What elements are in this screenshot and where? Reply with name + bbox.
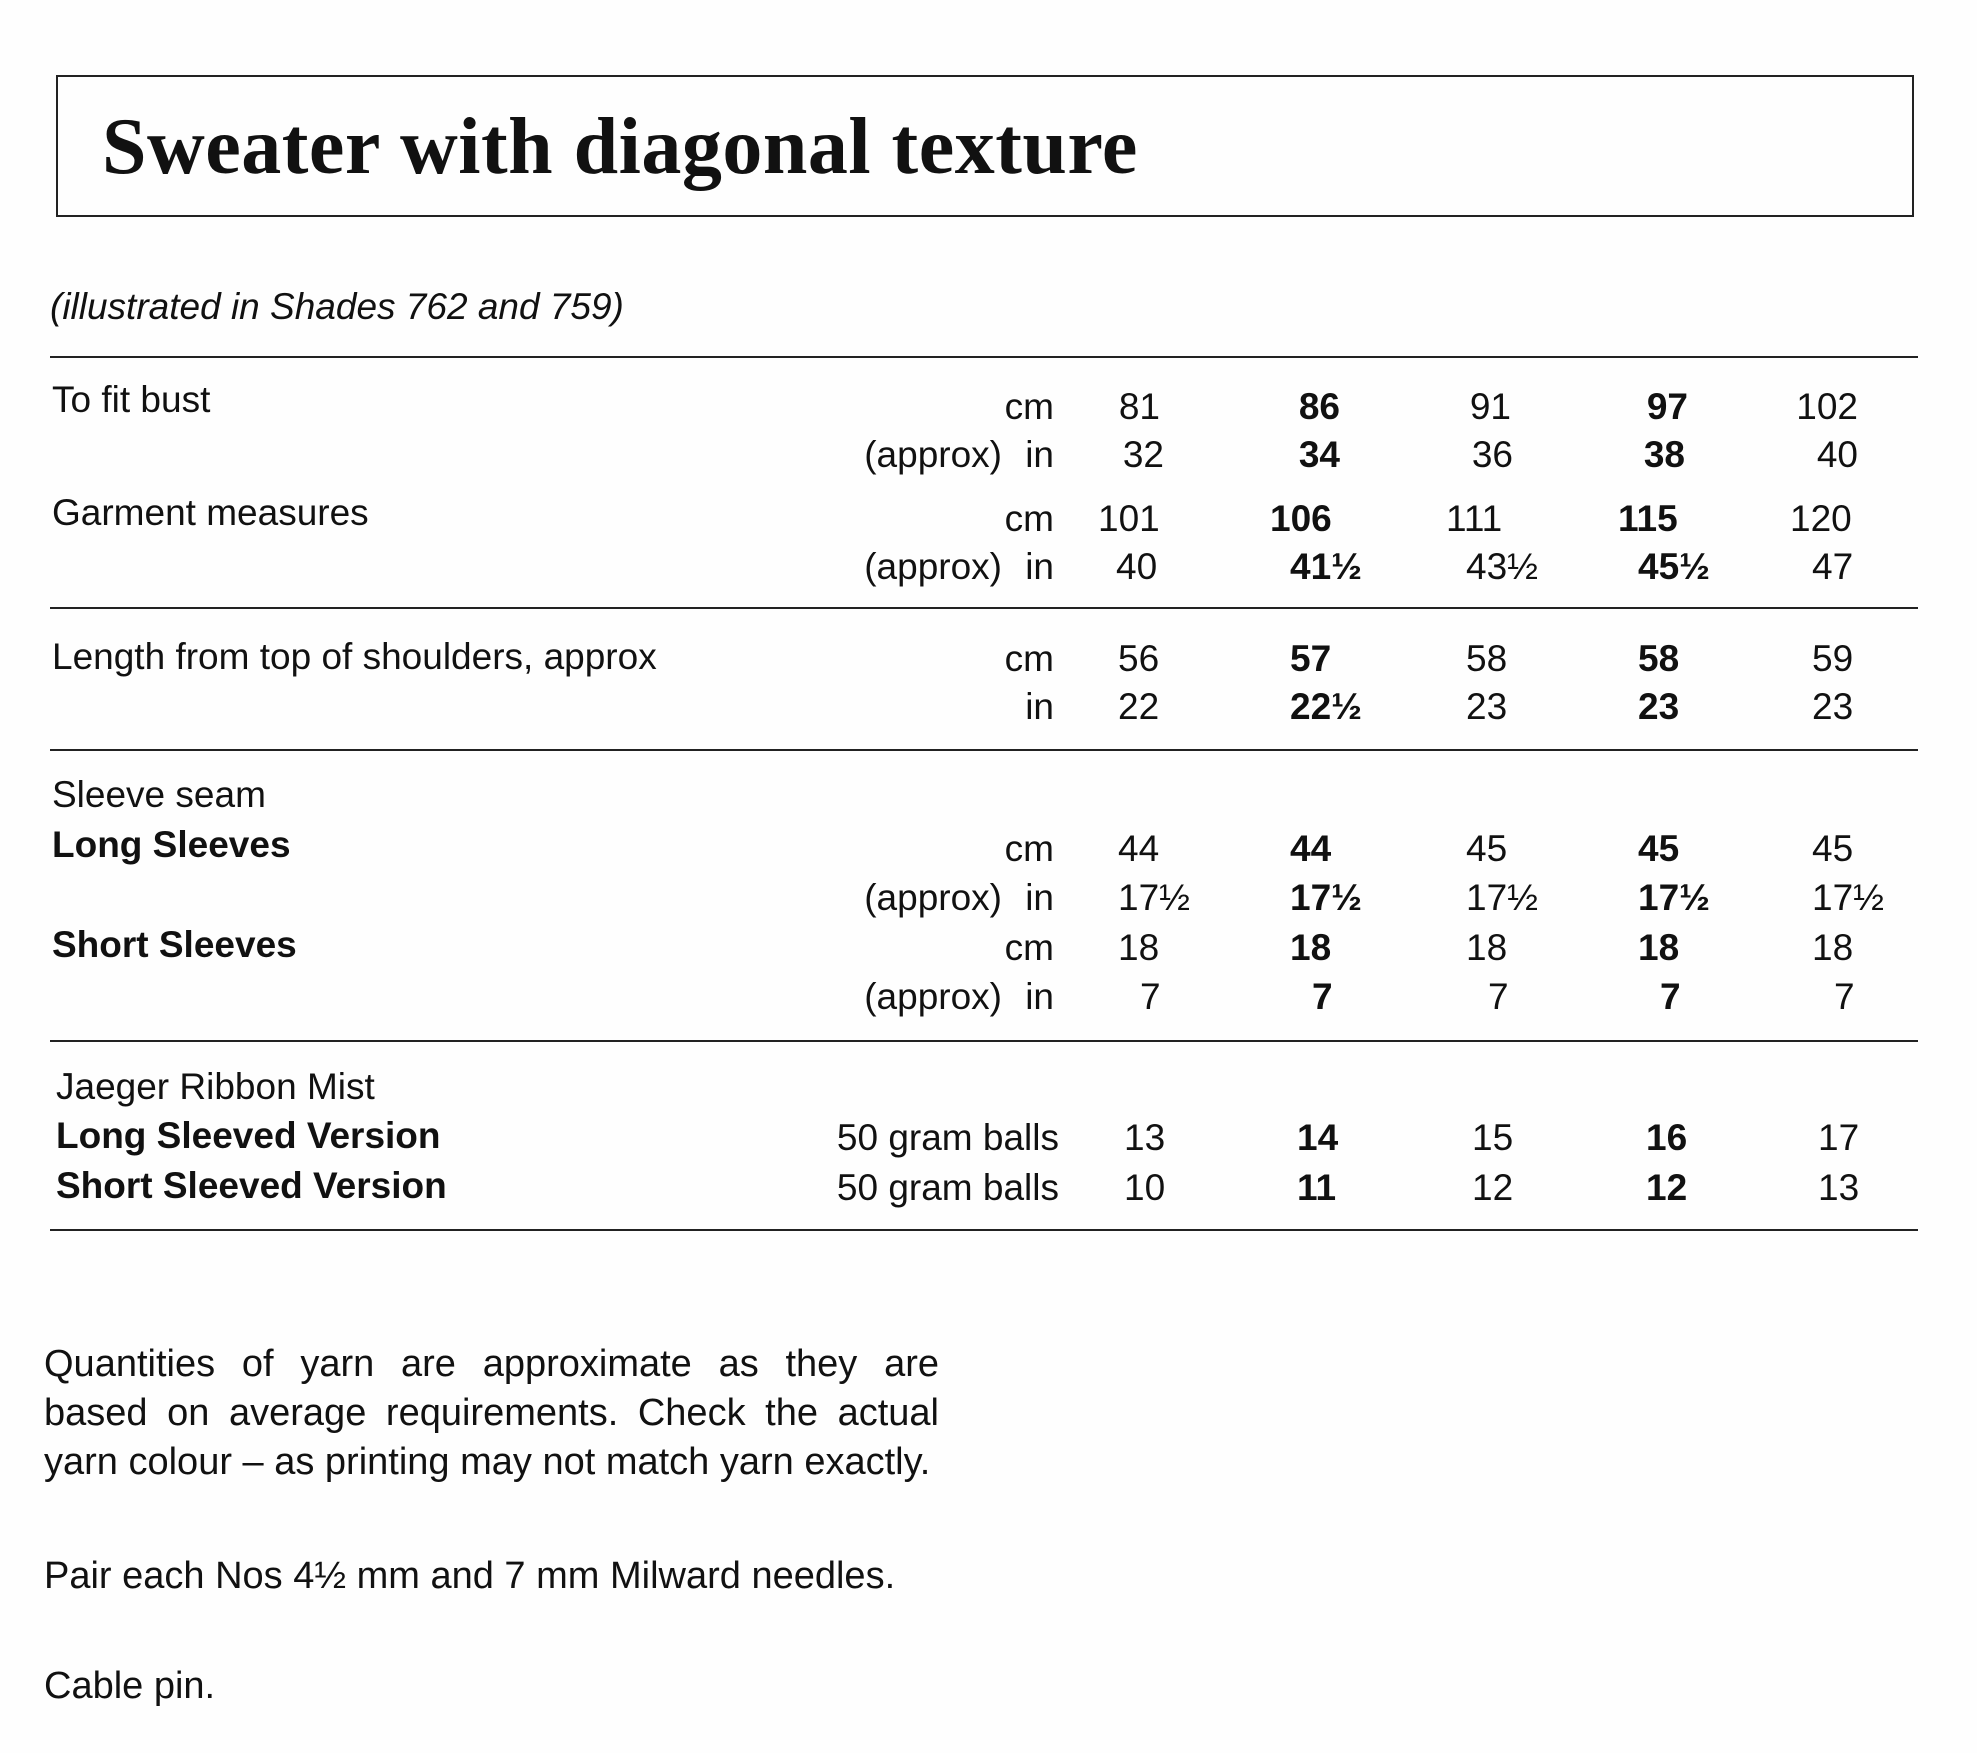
value-cell: 45 xyxy=(1812,828,1854,869)
value-cell: 86 xyxy=(1298,386,1340,427)
value-cell: 16 xyxy=(1646,1117,1688,1158)
value-cell: 7 xyxy=(1834,976,1855,1017)
divider xyxy=(50,356,1918,358)
yarn-label: Jaeger Ribbon Mist xyxy=(56,1066,375,1107)
value-cell: 17½ xyxy=(1466,877,1539,918)
value-cell: 44 xyxy=(1118,828,1160,869)
value-cell: 18 xyxy=(1638,927,1680,968)
value-cell: 17 xyxy=(1818,1117,1860,1158)
unit-label: in xyxy=(1025,976,1054,1017)
unit-label: 50 gram balls xyxy=(836,1117,1059,1158)
value-cell: 120 xyxy=(1790,498,1852,539)
value-cell: 111 xyxy=(1446,498,1503,539)
value-cell: 41½ xyxy=(1290,546,1363,587)
value-cell: 13 xyxy=(1818,1167,1860,1208)
unit-label: cm xyxy=(1004,828,1054,869)
value-cell: 17½ xyxy=(1118,877,1191,918)
value-cell: 17½ xyxy=(1290,877,1363,918)
value-cell: 10 xyxy=(1124,1167,1166,1208)
divider xyxy=(50,749,1918,751)
value-cell: 44 xyxy=(1290,828,1332,869)
value-cell: 47 xyxy=(1812,546,1854,587)
value-cell: 18 xyxy=(1812,927,1854,968)
unit-label: in xyxy=(1025,434,1054,475)
value-cell: 102 xyxy=(1796,386,1858,427)
prefix-label: (approx) xyxy=(864,976,1002,1017)
value-cell: 91 xyxy=(1469,386,1511,427)
title-box xyxy=(56,75,1914,217)
value-cell: 40 xyxy=(1816,434,1858,475)
value-cell: 58 xyxy=(1466,638,1508,679)
value-cell: 7 xyxy=(1312,976,1333,1017)
short-version-label: Short Sleeved Version xyxy=(56,1165,447,1206)
value-cell: 45 xyxy=(1638,828,1680,869)
value-cell: 45½ xyxy=(1638,546,1711,587)
unit-label: cm xyxy=(1004,498,1054,539)
unit-label: in xyxy=(1025,686,1054,727)
yarn-quantity-note: Quantities of yarn are approximate as they are based on average requirements. Check the actual yarn colour – as printing may not match yarn exactly. xyxy=(44,1343,939,1483)
value-cell: 17½ xyxy=(1638,877,1711,918)
unit-label: cm xyxy=(1004,638,1054,679)
value-cell: 11 xyxy=(1297,1167,1337,1208)
short-sleeves-label: Short Sleeves xyxy=(52,924,297,965)
value-cell: 97 xyxy=(1646,386,1688,427)
value-cell: 12 xyxy=(1472,1167,1514,1208)
unit-label: in xyxy=(1025,877,1054,918)
bust-label: To fit bust xyxy=(52,379,211,420)
value-cell: 12 xyxy=(1646,1167,1688,1208)
value-cell: 81 xyxy=(1118,386,1160,427)
value-cell: 18 xyxy=(1118,927,1160,968)
value-cell: 18 xyxy=(1466,927,1508,968)
unit-label: in xyxy=(1025,546,1054,587)
unit-label: cm xyxy=(1004,386,1054,427)
unit-label: cm xyxy=(1004,927,1054,968)
value-cell: 36 xyxy=(1471,434,1513,475)
unit-label: 50 gram balls xyxy=(836,1167,1059,1208)
value-cell: 17½ xyxy=(1812,877,1885,918)
value-cell: 23 xyxy=(1812,686,1854,727)
value-cell: 18 xyxy=(1290,927,1332,968)
divider xyxy=(50,607,1918,609)
needles-note: Pair each Nos 4½ mm and 7 mm Milward needles. xyxy=(44,1555,896,1597)
page-title: Sweater with diagonal texture xyxy=(102,103,1138,191)
prefix-label: (approx) xyxy=(864,546,1002,587)
value-cell: 14 xyxy=(1297,1117,1339,1158)
cable-pin-note: Cable pin. xyxy=(44,1665,216,1707)
value-cell: 57 xyxy=(1290,638,1332,679)
prefix-label: (approx) xyxy=(864,434,1002,475)
value-cell: 43½ xyxy=(1466,546,1539,587)
value-cell: 22½ xyxy=(1290,686,1363,727)
value-cell: 115 xyxy=(1618,498,1678,539)
value-cell: 13 xyxy=(1124,1117,1166,1158)
value-cell: 34 xyxy=(1298,434,1340,475)
value-cell: 38 xyxy=(1643,434,1685,475)
value-cell: 7 xyxy=(1488,976,1509,1017)
garment-label: Garment measures xyxy=(52,492,369,533)
value-cell: 59 xyxy=(1812,638,1854,679)
value-cell: 40 xyxy=(1116,546,1158,587)
value-cell: 15 xyxy=(1472,1117,1514,1158)
value-cell: 22 xyxy=(1118,686,1160,727)
value-cell: 56 xyxy=(1118,638,1160,679)
long-version-label: Long Sleeved Version xyxy=(56,1115,441,1156)
prefix-label: (approx) xyxy=(864,877,1002,918)
sleeve-seam-label: Sleeve seam xyxy=(52,774,266,815)
divider xyxy=(50,1040,1918,1042)
value-cell: 32 xyxy=(1122,434,1164,475)
divider xyxy=(50,1229,1918,1231)
value-cell: 45 xyxy=(1466,828,1508,869)
long-sleeves-label: Long Sleeves xyxy=(52,824,291,865)
value-cell: 23 xyxy=(1638,686,1680,727)
value-cell: 106 xyxy=(1270,498,1332,539)
value-cell: 23 xyxy=(1466,686,1508,727)
value-cell: 7 xyxy=(1660,976,1681,1017)
value-cell: 58 xyxy=(1638,638,1680,679)
value-cell: 101 xyxy=(1098,498,1160,539)
value-cell: 7 xyxy=(1140,976,1161,1017)
length-label: Length from top of shoulders, approx xyxy=(52,636,657,677)
subtitle: (illustrated in Shades 762 and 759) xyxy=(50,286,624,327)
